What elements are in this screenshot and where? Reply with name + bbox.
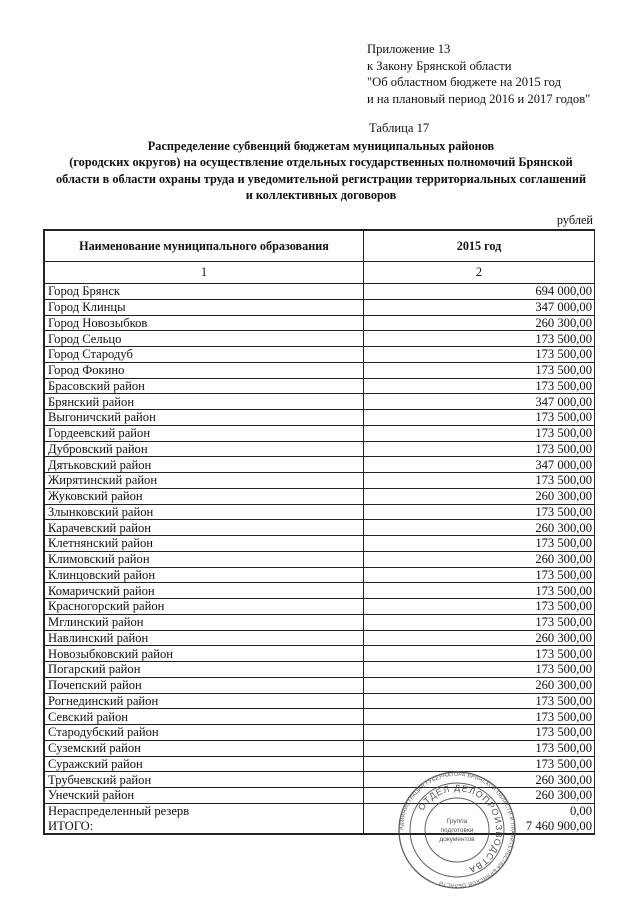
table-row bbox=[45, 520, 595, 536]
table-row bbox=[45, 709, 595, 725]
table-row bbox=[45, 740, 595, 756]
row-value: 173 500,00 bbox=[364, 441, 595, 457]
heading-line-2: (городских округов) на осуществление отдельных государственных полномочий Брянской bbox=[69, 155, 573, 170]
column-number-row bbox=[45, 262, 595, 284]
row-name: Брасовский район bbox=[45, 378, 364, 394]
row-name: Клетнянский район bbox=[45, 536, 364, 552]
row-value: 347 000,00 bbox=[364, 457, 595, 473]
row-value: 0,00 bbox=[364, 803, 595, 818]
row-name: Брянский район bbox=[45, 394, 364, 410]
row-value: 173 500,00 bbox=[364, 599, 595, 615]
table-row bbox=[45, 567, 595, 583]
row-name: Выгоничский район bbox=[45, 410, 364, 426]
row-name: Клинцовский район bbox=[45, 567, 364, 583]
column-number-1: 1 bbox=[45, 262, 364, 284]
document-heading bbox=[30, 138, 612, 203]
row-name: Новозыбковский район bbox=[45, 646, 364, 662]
appendix-line-2: к Закону Брянской области bbox=[367, 58, 512, 73]
office-stamp bbox=[397, 770, 517, 890]
table-row bbox=[45, 599, 595, 615]
table-row bbox=[45, 536, 595, 552]
table-row bbox=[45, 284, 595, 300]
row-name: Дубровский район bbox=[45, 441, 364, 457]
row-name: Севский район bbox=[45, 709, 364, 725]
row-value: 173 500,00 bbox=[364, 583, 595, 599]
table-row bbox=[45, 362, 595, 378]
row-value: 173 500,00 bbox=[364, 725, 595, 741]
row-value: 173 500,00 bbox=[364, 709, 595, 725]
subsidy-table bbox=[43, 229, 595, 835]
row-value: 260 300,00 bbox=[364, 551, 595, 567]
row-name: Суражский район bbox=[45, 756, 364, 772]
table-row bbox=[45, 677, 595, 693]
row-name: Комаричский район bbox=[45, 583, 364, 599]
row-value: 173 500,00 bbox=[364, 378, 595, 394]
row-name: Почепский район bbox=[45, 677, 364, 693]
table-row bbox=[45, 473, 595, 489]
row-value: 173 500,00 bbox=[364, 614, 595, 630]
stamp-center-2: подготовки bbox=[440, 827, 474, 834]
row-name: Нераспределенный резерв bbox=[45, 803, 364, 818]
row-name: Дятьковский район bbox=[45, 457, 364, 473]
row-name: Город Фокино bbox=[45, 362, 364, 378]
row-value: 347 000,00 bbox=[364, 299, 595, 315]
row-name: Рогнединский район bbox=[45, 693, 364, 709]
row-value: 173 500,00 bbox=[364, 331, 595, 347]
table-row bbox=[45, 583, 595, 599]
row-name: Трубчевский район bbox=[45, 772, 364, 788]
row-value: 347 000,00 bbox=[364, 394, 595, 410]
row-value: 260 300,00 bbox=[364, 788, 595, 804]
table-row bbox=[45, 378, 595, 394]
table-row bbox=[45, 331, 595, 347]
row-value: 173 500,00 bbox=[364, 347, 595, 363]
table-row bbox=[45, 410, 595, 426]
table-row bbox=[45, 693, 595, 709]
row-value: 260 300,00 bbox=[364, 315, 595, 331]
row-name: Климовский район bbox=[45, 551, 364, 567]
row-value: 173 500,00 bbox=[364, 693, 595, 709]
row-name: Навлинский район bbox=[45, 630, 364, 646]
row-value: 173 500,00 bbox=[364, 740, 595, 756]
table-number: Таблица 17 bbox=[369, 121, 430, 135]
heading-line-1: Распределение субвенций бюджетам муниципальных районов bbox=[147, 139, 495, 153]
row-value: 260 300,00 bbox=[364, 520, 595, 536]
row-name: Стародубский район bbox=[45, 725, 364, 741]
row-name: Жирятинский район bbox=[45, 473, 364, 489]
row-value: 173 500,00 bbox=[364, 756, 595, 772]
row-value: 173 500,00 bbox=[364, 504, 595, 520]
row-value: 173 500,00 bbox=[364, 536, 595, 552]
units-label: рублей bbox=[556, 213, 593, 227]
row-value: 173 500,00 bbox=[364, 425, 595, 441]
table-row bbox=[45, 725, 595, 741]
row-name: Город Новозыбков bbox=[45, 315, 364, 331]
header-municipality: Наименование муниципального образования bbox=[45, 231, 364, 262]
row-value: 260 300,00 bbox=[364, 677, 595, 693]
appendix-caption bbox=[367, 41, 590, 107]
row-name: Карачевский район bbox=[45, 520, 364, 536]
table-row bbox=[45, 394, 595, 410]
row-name: ИТОГО: bbox=[45, 819, 364, 834]
row-name: Красногорский район bbox=[45, 599, 364, 615]
table-row bbox=[45, 425, 595, 441]
row-value: 260 300,00 bbox=[364, 772, 595, 788]
stamp-dept-text: ОТДЕЛ ДЕЛОПРОИЗВОДСТВА bbox=[416, 782, 505, 876]
row-name: Город Клинцы bbox=[45, 299, 364, 315]
table-row bbox=[45, 441, 595, 457]
row-name: Погарский район bbox=[45, 662, 364, 678]
table-row bbox=[45, 347, 595, 363]
table-row bbox=[45, 551, 595, 567]
row-name: Злынковский район bbox=[45, 504, 364, 520]
table-body bbox=[45, 284, 595, 834]
row-name: Унечский район bbox=[45, 788, 364, 804]
stamp-center-1: Группа bbox=[446, 818, 468, 825]
row-name: Город Стародуб bbox=[45, 347, 364, 363]
row-value: 260 300,00 bbox=[364, 630, 595, 646]
table-row bbox=[45, 488, 595, 504]
row-name: Жуковский район bbox=[45, 488, 364, 504]
row-value: 7 460 900,00 bbox=[364, 819, 595, 834]
heading-line-3: области в области охраны труда и уведомительной регистрации территориальных соглашений bbox=[55, 171, 587, 186]
row-value: 173 500,00 bbox=[364, 410, 595, 426]
table-row bbox=[45, 299, 595, 315]
table-row bbox=[45, 614, 595, 630]
row-name: Гордеевский район bbox=[45, 425, 364, 441]
row-value: 173 500,00 bbox=[364, 646, 595, 662]
table-row bbox=[45, 630, 595, 646]
row-name: Город Брянск bbox=[45, 284, 364, 300]
column-number-2: 2 bbox=[364, 262, 595, 284]
table-row bbox=[45, 646, 595, 662]
row-value: 173 500,00 bbox=[364, 662, 595, 678]
appendix-line-1: Приложение 13 bbox=[367, 42, 451, 56]
stamp-ring-text: АДМИНИСТРАЦИЯ ГУБЕРНАТОРА БРЯНСКОЙ ОБЛАСТИ И ПРАВИТЕЛЬСТВА БРЯНСКОЙ ОБЛАСТИ bbox=[398, 771, 516, 889]
row-name: Мглинский район bbox=[45, 614, 364, 630]
table-row bbox=[45, 315, 595, 331]
header-year: 2015 год bbox=[364, 231, 595, 262]
appendix-line-4: и на плановый период 2016 и 2017 годов" bbox=[367, 91, 591, 106]
row-value: 173 500,00 bbox=[364, 362, 595, 378]
row-value: 694 000,00 bbox=[364, 284, 595, 300]
table-row bbox=[45, 662, 595, 678]
row-value: 173 500,00 bbox=[364, 567, 595, 583]
stamp-center-3: документов bbox=[439, 836, 475, 843]
table-row bbox=[45, 504, 595, 520]
row-value: 260 300,00 bbox=[364, 488, 595, 504]
row-name: Суземский район bbox=[45, 740, 364, 756]
table-header-row bbox=[45, 231, 595, 262]
row-value: 173 500,00 bbox=[364, 473, 595, 489]
table-row bbox=[45, 457, 595, 473]
row-name: Город Сельцо bbox=[45, 331, 364, 347]
heading-line-4: и коллективных договоров bbox=[245, 187, 397, 202]
appendix-line-3: "Об областном бюджете на 2015 год bbox=[367, 75, 562, 89]
